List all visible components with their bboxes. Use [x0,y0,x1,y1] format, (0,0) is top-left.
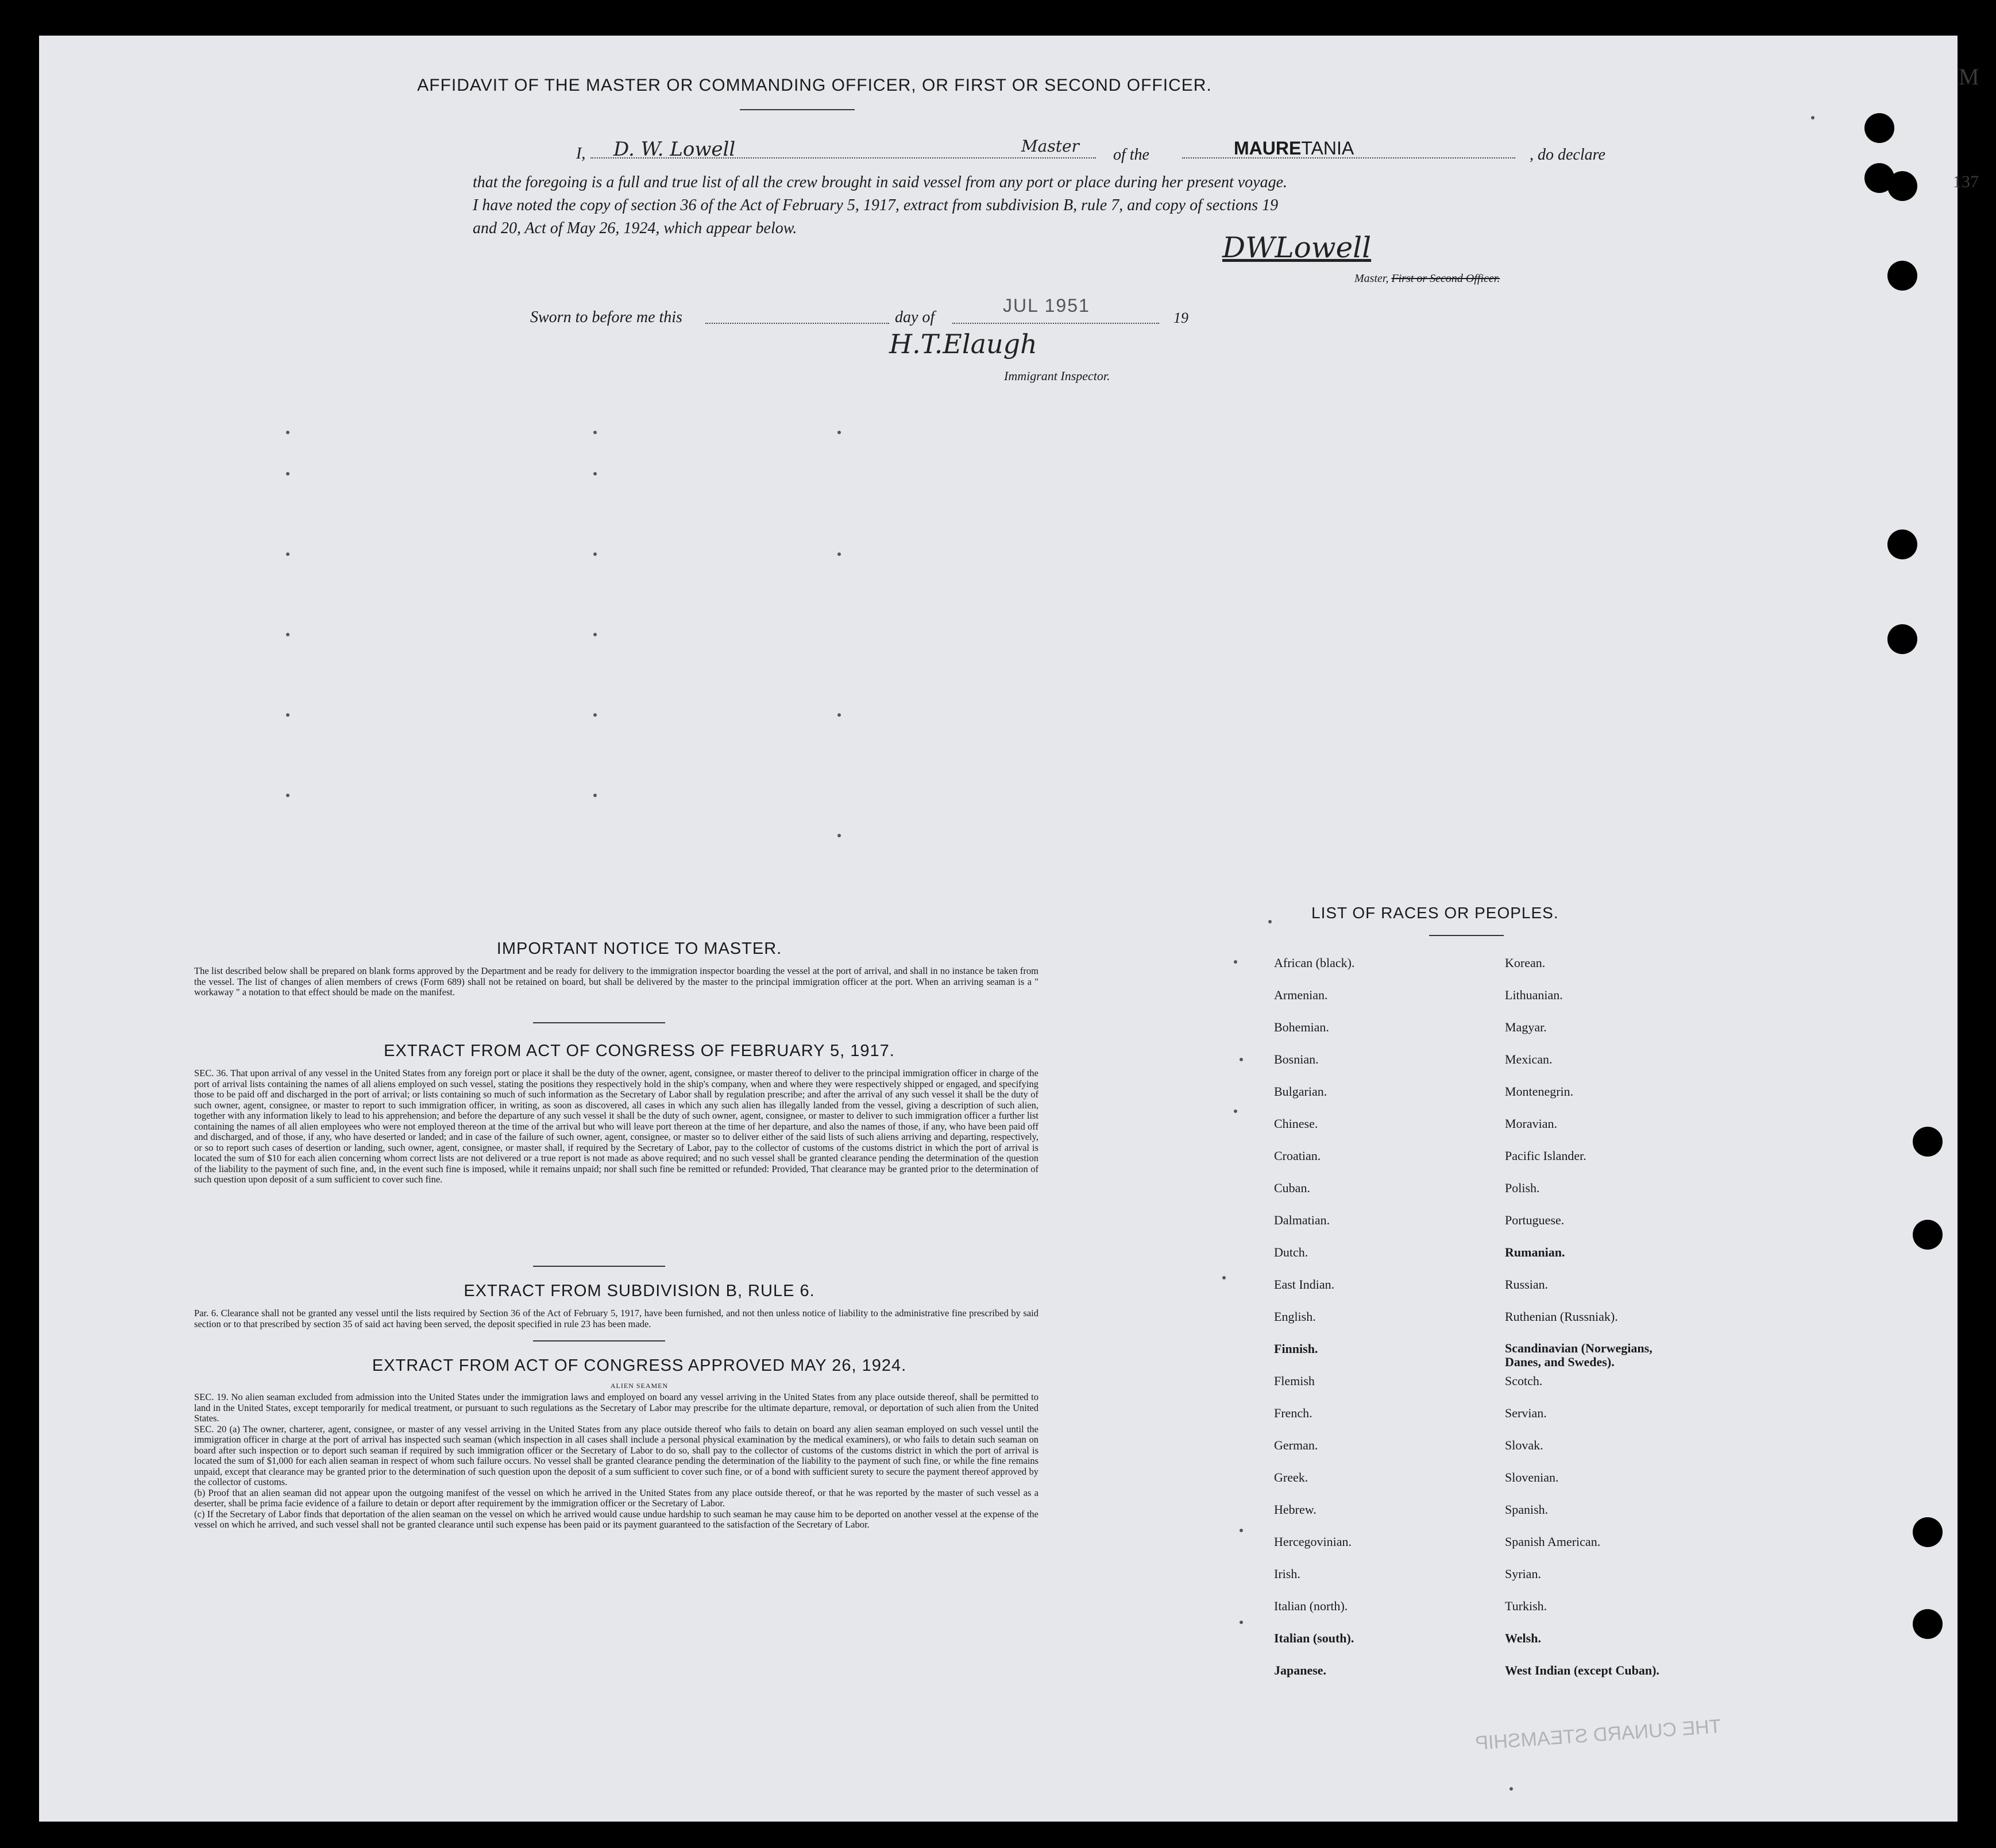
race-item-right: Lithuanian. [1505,988,1563,1002]
margin-dot [837,713,841,717]
punch-hole [1913,1220,1943,1250]
race-item-left: Cuban. [1274,1181,1310,1195]
punch-hole [1887,529,1917,559]
race-item-right: Slovak. [1505,1438,1543,1452]
punch-hole [1864,113,1894,143]
title-rule [740,109,855,110]
race-item-left: English. [1274,1309,1316,1324]
race-item-left: Dutch. [1274,1245,1308,1259]
race-item-left: German. [1274,1438,1318,1452]
corner-mark: M [1959,64,1979,90]
margin-dot [1234,1109,1237,1113]
reverse-stamp: THE CUNARD STEAMSHIP [1474,1715,1722,1754]
race-item-right: Syrian. [1505,1567,1541,1581]
master-signature: DWLowell [1222,231,1372,264]
race-item-right: Scotch. [1505,1374,1543,1388]
race-item-right: Pacific Islander. [1505,1149,1586,1163]
race-item-right: Russian. [1505,1277,1549,1292]
extract-1917-rule [533,1266,665,1267]
race-item-right: Welsh. [1505,1631,1541,1645]
margin-dot [593,713,597,717]
race-item-right: Rumanian. [1505,1245,1565,1259]
margin-dot [837,431,841,434]
race-item-right: Scandinavian (Norwegians, Danes, and Swedes). [1505,1341,1653,1369]
master-name-handwritten: D. W. Lowell [613,138,736,161]
races-title: LIST OF RACES OR PEOPLES. [1311,904,1559,922]
race-item-right: Moravian. [1505,1116,1558,1131]
race-item-right: Slovenian. [1505,1470,1559,1484]
race-item-left: Bulgarian. [1274,1084,1327,1099]
race-item-left: Bosnian. [1274,1052,1319,1066]
extract-1924-subtitle: ALIEN SEAMEN [610,1382,669,1390]
declaration-body [473,171,1596,240]
race-item-left: Italian (north). [1274,1599,1348,1613]
edge-number: 137 [1953,172,1979,191]
subdivision-title: EXTRACT FROM SUBDIVISION B, RULE 6. [464,1282,815,1300]
race-item-left: Chinese. [1274,1116,1318,1131]
race-item-left: Irish. [1274,1567,1300,1581]
punch-hole [1887,624,1917,654]
race-item-right: Turkish. [1505,1599,1547,1613]
declaration-line-1: that the foregoing is a full and true list of all the crew brought in said vessel from any port or place during her present voyage. [473,173,1288,191]
notice-title: IMPORTANT NOTICE TO MASTER. [496,940,782,958]
subdivision-rule [533,1340,665,1341]
extract-1917-body: SEC. 36. That upon arrival of any vessel in the United States from any foreign port or place it shall be the duty of the owner, agent, consignee, or master thereof to deliver to the principal immigration officer in charge of the port of arrival lists containing the names of all aliens employed on such vessel, stating the positions they respectively hold in the ship's company, when and where they were respectively shipped or engaged, and specifying those to be paid off and discharged in the port of arrival; or lists containing so much of such information as the Secretary of Labor shall by regulation prescribe; and after the arrival of any such vessel it shall be the duty of such owner, agent, consignee, or master to report to such immigration officer, in writing, as soon as discovered, all cases in which any such alien has illegally landed from the vessel, giving a description of such alien, together with any information likely to lead to his apprehension; and before the departure of any such vessel it shall be the duty of such owner, agent, consignee, or master to deliver to such immigration officer a further list containing the names of all alien employees who were not employed thereon at the time of the arrival but who will leave port thereon at the time of her departure, and also the names of those, if any, who have been paid off and discharged, and of those, if any, who have deserted or landed; and in case of the failure of such owner, agent, consignee, or master so to deliver either of the said lists of such aliens arriving and departing, respectively, or so to report such cases of desertion or landing, such owner, agent, consignee, or master shall, if required by the Secretary of Labor, pay to the collector of customs of the customs district in which the port of arrival is located the sum of $10 for each alien concerning whom correct lists are not delivered or a true report is not made as above required; and no such vessel shall be granted clearance pending the determination of the question of the liability to the payment of such fine, and, in the event such fine is imposed, while it remains unpaid; nor shall such fine be remitted or refunded: Provided, That clearance may be granted prior to the determination of such question upon deposit of a sum sufficient to cover such fine. [194,1068,1038,1185]
sec-20a-paragraph: SEC. 20 (a) The owner, charterer, agent, consignee, or master of any vessel arriving in the United States from any place outside thereof who fails to detain on board any alien seaman employed on such vessel until the immigration officer in charge at the port of arrival has inspected such seaman (which inspection in all cases shall include a personal physical examination by the medical examiners), or who fails to detain such seaman on board after such inspection or to deport such seaman if required by such immigration officer or the Secretary of Labor to do so, shall pay to the collector of customs of the customs district in which the port of arrival is located the sum of $1,000 for each alien seaman in respect of whom such failure occurs. No vessel shall be granted clearance pending the determination of the liability to the payment of such fine, or while the fine remains unpaid, except that clearance may be granted prior to the determination of such question upon the deposit of a sum sufficient to cover such fine, or of a bond with sufficient surety to secure the payment thereof approved by the collector of customs. [194,1423,1038,1487]
sec-20c-paragraph: (c) If the Secretary of Labor finds that deportation of the alien seaman on the vessel on which he arrived would cause undue hardship to such seaman he may cause him to be deported on another vessel at the expense of the vessel on which he arrived, and such vessel shall not be granted clearance until such expense has been paid or its payment guaranteed to the satisfaction of the Secretary of Labor. [194,1508,1038,1530]
race-item-right: Portuguese. [1505,1213,1565,1227]
margin-dot [1222,1276,1226,1279]
race-item-left: East Indian. [1274,1277,1335,1292]
race-item-right: Montenegrin. [1505,1084,1574,1099]
margin-dot [286,552,289,556]
punch-hole [1913,1517,1943,1547]
margin-dot [1240,1621,1243,1624]
race-item-left: Armenian. [1274,988,1328,1002]
margin-dot [286,633,289,636]
do-declare-text: , do declare [1530,146,1605,164]
race-item-left: Japanese. [1274,1663,1327,1677]
vessel-name-bold: MAURE [1234,138,1302,158]
master-title-handwritten: Master [1021,137,1079,156]
document-page [39,36,1958,1822]
race-item-right: Servian. [1505,1406,1547,1420]
punch-hole [1887,171,1917,201]
signature-role-struck: First or Second Officer. [1391,272,1500,285]
declaration-line-2: I have noted the copy of section 36 of the Act of February 5, 1917, extract from subdivision B, rule 7, and copy of sections 19 [473,196,1279,214]
sec-19-paragraph: SEC. 19. No alien seaman excluded from admission into the United States under the immigration laws and employed on board any vessel arriving in the United States from any place outside thereof, shall be permitted to land in the United States, except temporarily for medical treatment, or pursuant to such regulations as the Secretary of Labor may prescribe for the ultimate departure, removal, or deportation of such alien from the United States. [194,1391,1038,1424]
margin-dot [593,431,597,434]
margin-dot [1240,1058,1243,1061]
race-item-left: Hercegovinian. [1274,1534,1352,1549]
of-the-text: of the [1113,146,1149,164]
notice-body: The list described below shall be prepared on blank forms approved by the Department and be ready for delivery to the immigration inspector boarding the vessel at the port of arrival, and shall in no instance be taken from the vessel. The list of changes of alien members of crews (Form 689) shall not be retained on board, but shall be delivered by the master to the principal immigration officer at the port. When an arriving seaman is a " workaway " a notation to that effect should be made on the manifest. [194,965,1038,998]
declaration-line-3: and 20, Act of May 26, 1924, which appear below. [473,219,797,237]
vessel-name-rest: TANIA [1301,138,1354,158]
year-prefix: 19 [1173,310,1188,326]
race-item-right: Spanish. [1505,1502,1549,1517]
races-rule [1429,935,1504,936]
race-item-right: Mexican. [1505,1052,1553,1066]
subdivision-body: Par. 6. Clearance shall not be granted any vessel until the lists required by Section 36 of the Act of February 5, 1917, have been furnished, and not then unless notice of liability to the administrative fine prescribed by said section or to that prescribed by section 35 of said act having been served, the deposit specified in rule 23 has been made. [194,1308,1038,1329]
race-item-left: Croatian. [1274,1149,1321,1163]
margin-dot [286,794,289,797]
margin-dot [593,794,597,797]
race-item-right: Korean. [1505,956,1546,970]
vessel-name [1234,138,1354,159]
punch-hole [1887,261,1917,291]
race-item-right: Magyar. [1505,1020,1547,1034]
race-item-left: Dalmatian. [1274,1213,1330,1227]
margin-dot [593,633,597,636]
extract-1924-body [194,1392,1038,1530]
race-item-left: Finnish. [1274,1341,1318,1356]
day-of-text: day of [895,308,935,326]
race-item-right: Spanish American. [1505,1534,1601,1549]
extract-1924-title: EXTRACT FROM ACT OF CONGRESS APPROVED MAY 26, 1924. [372,1356,907,1375]
signature-role-master: Master, [1354,272,1389,285]
margin-dot [1811,116,1814,119]
margin-dot [286,431,289,434]
margin-dot [286,472,289,475]
race-item-left: Italian (south). [1274,1631,1354,1645]
margin-dot [286,713,289,717]
sworn-day-line [705,323,889,324]
affidavit-title: AFFIDAVIT OF THE MASTER OR COMMANDING OFFICER, OR FIRST OR SECOND OFFICER. [417,76,1212,95]
race-item-left: Greek. [1274,1470,1308,1484]
race-item-right: Ruthenian (Russniak). [1505,1309,1618,1324]
date-stamp: JUL 1951 [1003,295,1090,316]
sworn-month-line [952,323,1159,324]
margin-dot [1509,1787,1513,1791]
declaration-prefix: I, [576,145,586,163]
signature-role [1354,272,1500,285]
inspector-signature: H.T.Elaugh [889,328,1037,359]
margin-dot [593,552,597,556]
punch-hole [1913,1127,1943,1157]
race-item-left: Hebrew. [1274,1502,1316,1517]
margin-dot [593,472,597,475]
inspector-label: Immigrant Inspector. [1004,369,1110,383]
race-item-right: West Indian (except Cuban). [1505,1663,1659,1677]
margin-dot [837,834,841,837]
margin-dot [1240,1529,1243,1532]
margin-dot [837,552,841,556]
sworn-text: Sworn to before me this [530,308,682,326]
margin-dot [1234,960,1237,964]
race-item-left: Flemish [1274,1374,1315,1388]
extract-1917-title: EXTRACT FROM ACT OF CONGRESS OF FEBRUARY 5, 1917. [384,1042,895,1060]
race-item-right: Polish. [1505,1181,1540,1195]
sec-20b-paragraph: (b) Proof that an alien seaman did not appear upon the outgoing manifest of the vessel on which he arrived in the United States from any place outside thereof, or that he was reported by the master of such vessel as a deserter, shall be prima facie evidence of a failure to detain or deport after requirement by the immigration officer or the Secretary of Labor. [194,1487,1038,1509]
race-item-left: French. [1274,1406,1312,1420]
margin-dot [1268,920,1272,923]
punch-hole [1913,1609,1943,1639]
notice-rule [533,1022,665,1023]
race-item-left: African (black). [1274,956,1355,970]
race-item-left: Bohemian. [1274,1020,1329,1034]
